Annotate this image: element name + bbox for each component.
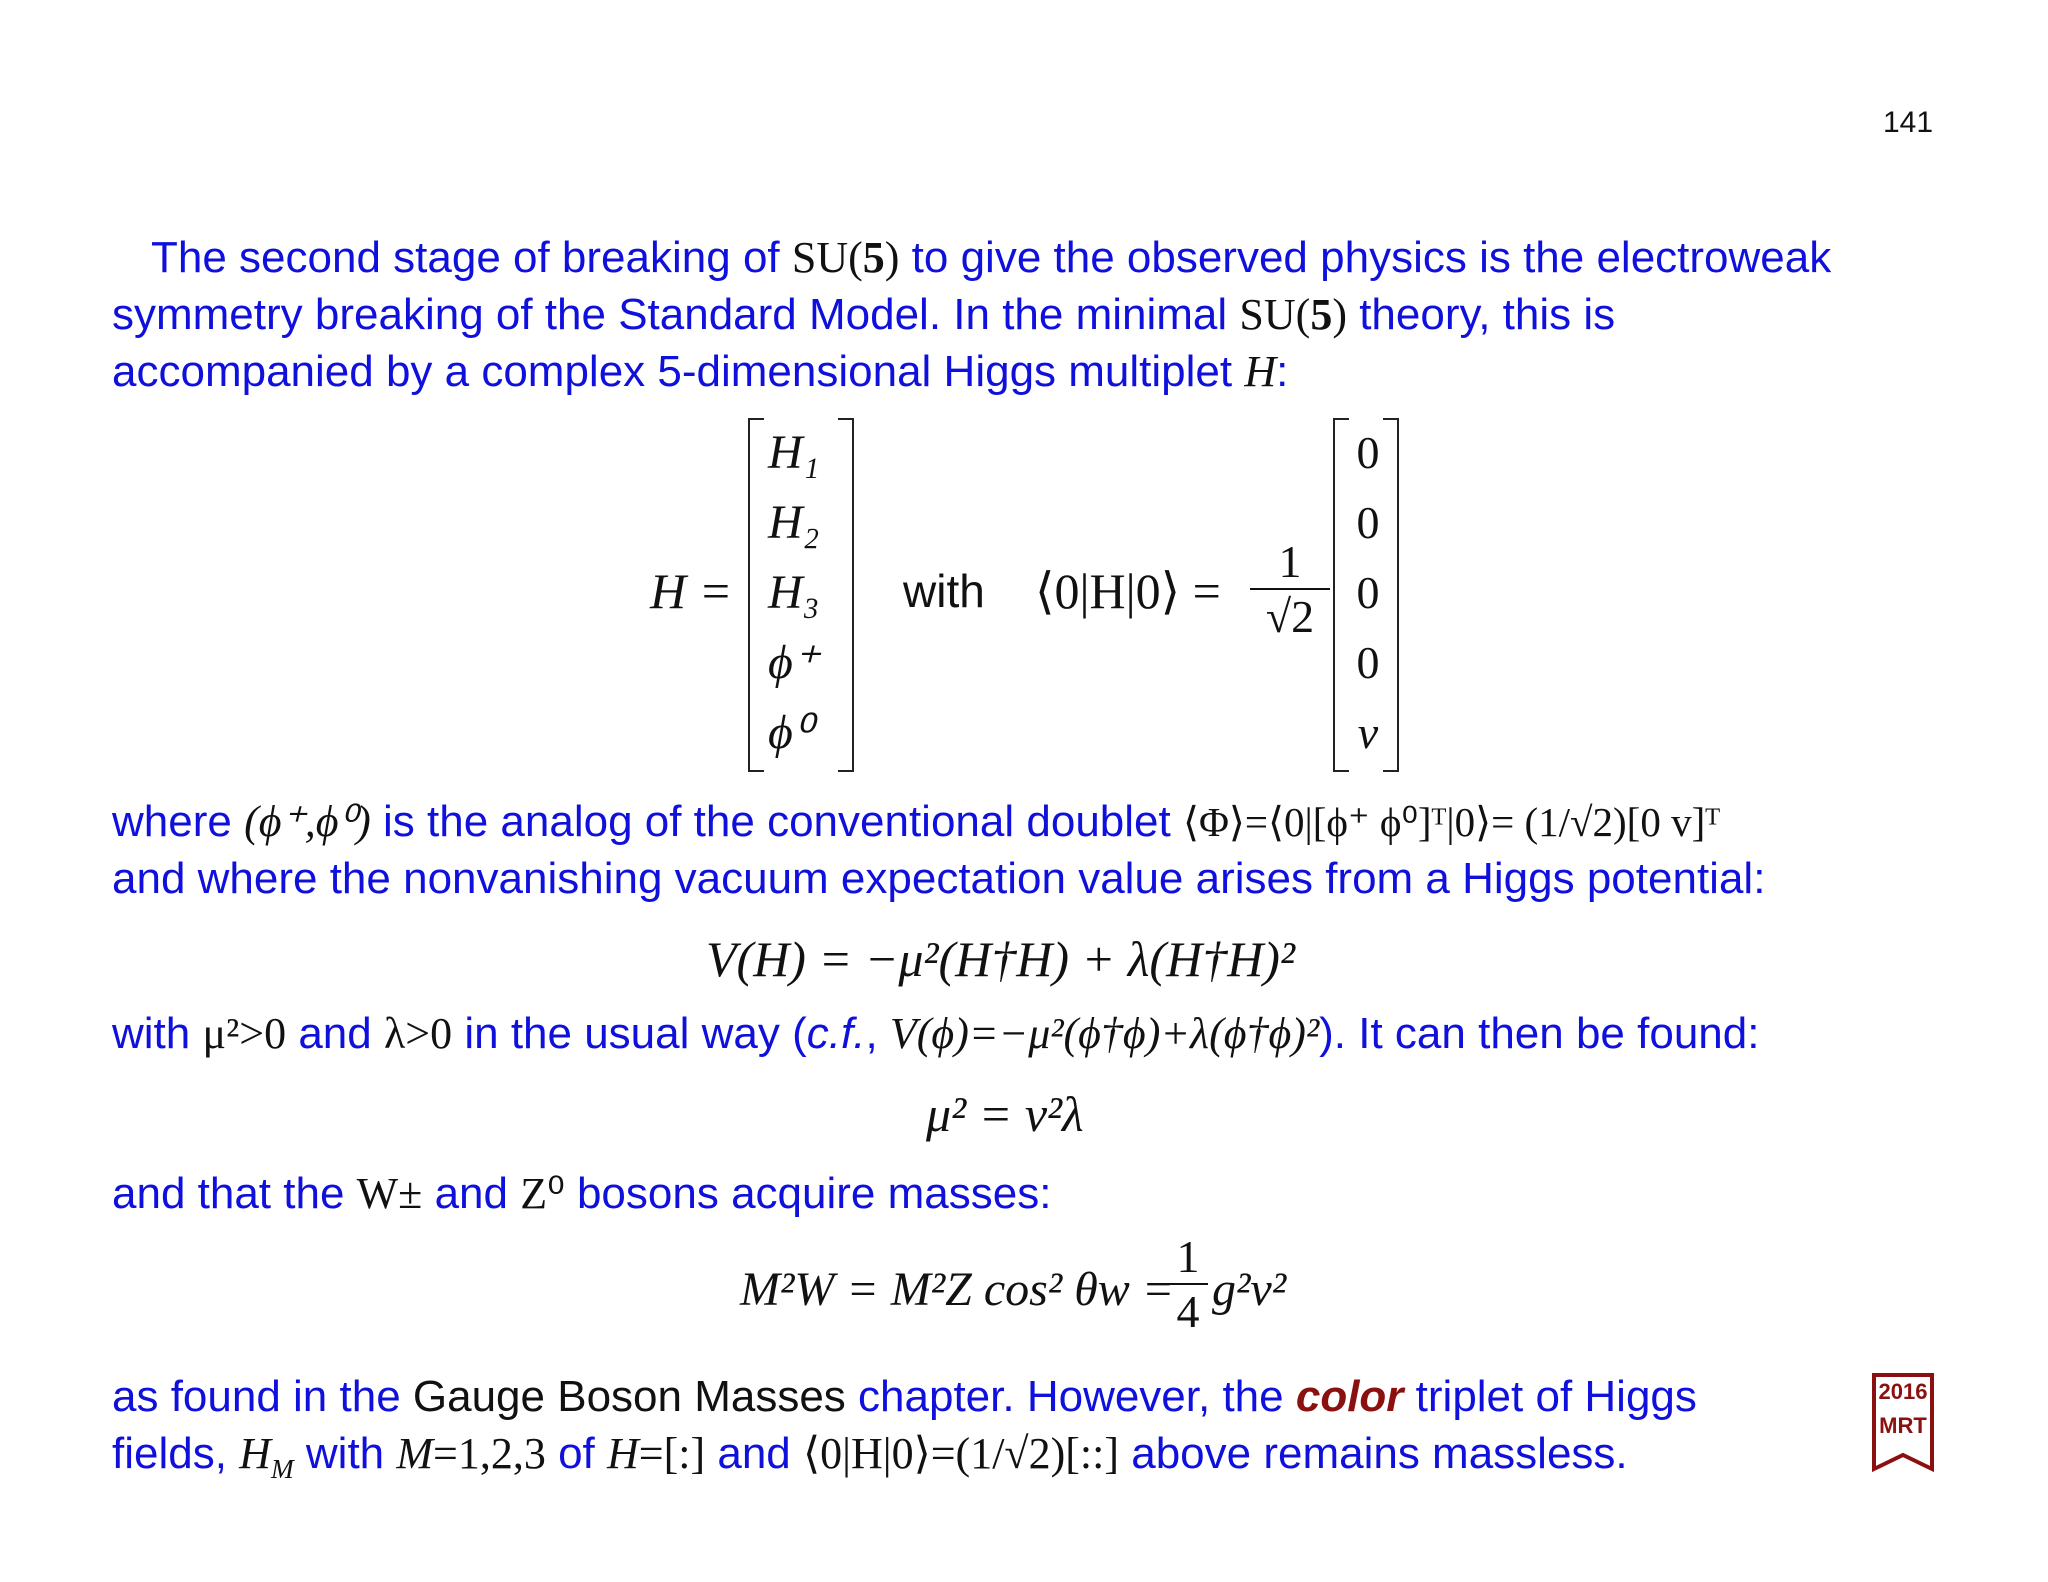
- su-five-2: 5: [1310, 290, 1333, 339]
- para5-text-d: fields,: [112, 1429, 240, 1478]
- eq1-frac-den: √2: [1265, 591, 1315, 642]
- higgs-symbol: H: [1244, 347, 1277, 396]
- su-five: 5: [862, 233, 885, 282]
- eq1-frac-num: 1: [1250, 535, 1330, 590]
- para1-colon: :: [1276, 347, 1289, 396]
- eq1-bracket-left: [748, 418, 764, 772]
- para1-line3: [112, 343, 1288, 400]
- gauge-boson-masses-link[interactable]: Gauge Boson Masses: [412, 1372, 846, 1421]
- m-symbol: M: [396, 1429, 434, 1478]
- vev-entry-v: v: [1357, 707, 1379, 758]
- para3-text-d: ,: [865, 1009, 890, 1058]
- para5-text-b: chapter. However, the: [845, 1372, 1296, 1421]
- potential-expression: V(ϕ)=−μ²(ϕ†ϕ)+λ(ϕ†ϕ)²: [889, 1009, 1320, 1058]
- z-boson: Z⁰: [520, 1169, 565, 1218]
- su-label: SU(: [791, 233, 863, 282]
- vev-entry-4: 0: [1356, 637, 1380, 688]
- h-symbol: H: [607, 1429, 639, 1478]
- para1-text-c: symmetry breaking of the Standard Model. In the minimal: [112, 290, 1240, 339]
- vev-entry-2: 0: [1356, 497, 1380, 548]
- para5-text-a: as found in the: [112, 1372, 413, 1421]
- vector-entry-phi-zero: ϕ⁰: [768, 706, 813, 759]
- para4-text-c: bosons acquire masses:: [564, 1169, 1052, 1218]
- vector-entry-h1: H₁: [768, 426, 820, 479]
- su-label-2: SU(: [1239, 290, 1311, 339]
- lambda-condition: λ>0: [383, 1009, 453, 1058]
- eq4-rhs: g²v²: [1212, 1263, 1287, 1316]
- para5-line2: [112, 1425, 1628, 1482]
- para2-line2: [112, 850, 1765, 907]
- phi-pair: (ϕ⁺,ϕ⁰): [244, 797, 371, 846]
- para1-text-d: theory, this is: [1346, 290, 1616, 339]
- eq1-with: with: [903, 565, 985, 617]
- para1-text-a: The second stage of breaking of: [151, 233, 792, 282]
- para5-text-g: and: [705, 1429, 804, 1478]
- eq1-vev-vector: [1348, 418, 1388, 768]
- para1-line2: [112, 286, 1615, 343]
- eq4-fraction: [1168, 1230, 1208, 1338]
- su-close-2: ): [1332, 290, 1347, 339]
- para3-text-c: in the usual way (: [452, 1009, 807, 1058]
- para5-text-e: with: [293, 1429, 397, 1478]
- para1-text-e: accompanied by a complex 5-dimensional Higgs multiplet: [112, 347, 1245, 396]
- hm-symbol: H: [239, 1429, 271, 1478]
- para1-text-b: to give the observed physics is the electroweak: [899, 233, 1832, 282]
- para3-text-a: with: [112, 1009, 203, 1058]
- para1-line1: [151, 229, 1831, 286]
- eq1-bracket-right: [838, 418, 854, 772]
- mu-condition: μ²>0: [202, 1009, 287, 1058]
- m-values: =1,2,3: [433, 1429, 546, 1478]
- vev-short: ⟨0|H|0⟩=(1/√2)[::]: [803, 1429, 1119, 1478]
- eq4-frac-num: 1: [1168, 1230, 1208, 1285]
- badge-year: 2016: [1878, 1379, 1928, 1404]
- vector-entry-phi-plus: ϕ⁺: [768, 636, 819, 689]
- h-column: =[:]: [638, 1429, 706, 1478]
- para3-line: [112, 1005, 1759, 1062]
- su-close: ): [884, 233, 900, 282]
- eq4-lhs: M²W = M²Z cos² θw =: [740, 1263, 1175, 1316]
- equation-mu-squared: μ² = v²λ: [926, 1086, 1084, 1142]
- eq1-lhs: H =: [650, 563, 733, 619]
- color-emphasis: color: [1295, 1372, 1404, 1421]
- cf-text: c.f.: [806, 1009, 866, 1058]
- page-number: 141: [1883, 106, 1934, 139]
- vev-entry-1: 0: [1356, 427, 1380, 478]
- para5-text-f: of: [545, 1429, 608, 1478]
- hm-subscript: M: [270, 1453, 294, 1484]
- para2-text-c: and where the nonvanishing vacuum expectation value arises from a Higgs potential:: [112, 854, 1766, 903]
- eq4-frac-den: 4: [1176, 1286, 1200, 1337]
- eq1-vev: ⟨0|H|0⟩ =: [1035, 563, 1221, 619]
- para2-text-a: where: [112, 797, 245, 846]
- eq1-vev-bracket-left: [1333, 418, 1349, 772]
- para2-line1: [112, 793, 1720, 851]
- para4-text-a: and that the: [112, 1169, 357, 1218]
- badge-initials: MRT: [1879, 1413, 1927, 1438]
- eq1-fraction: [1250, 535, 1330, 643]
- w-boson: W±: [356, 1169, 423, 1218]
- para5-line1: [112, 1368, 1697, 1425]
- doublet-expression: ⟨Φ⟩=⟨0|[ϕ⁺ ϕ⁰]ᵀ|0⟩= (1/√2)[0 v]ᵀ: [1182, 799, 1721, 845]
- para5-text-c: triplet of Higgs: [1403, 1372, 1697, 1421]
- eq1-vector: [768, 418, 838, 768]
- para4-line: [112, 1165, 1051, 1222]
- para4-text-b: and: [422, 1169, 521, 1218]
- para3-text-b: and: [286, 1009, 384, 1058]
- mrt-badge: [1872, 1373, 1934, 1473]
- equation-higgs-potential: V(H) = −μ²(H†H) + λ(H†H)²: [706, 931, 1295, 987]
- para5-text-h: above remains massless.: [1119, 1429, 1628, 1478]
- para2-text-b: is the analog of the conventional doublet: [370, 797, 1183, 846]
- para3-text-e: ). It can then be found:: [1319, 1009, 1760, 1058]
- vector-entry-h2: H₂: [768, 496, 820, 549]
- vector-entry-h3: H₃: [768, 566, 820, 619]
- vev-entry-3: 0: [1356, 567, 1380, 618]
